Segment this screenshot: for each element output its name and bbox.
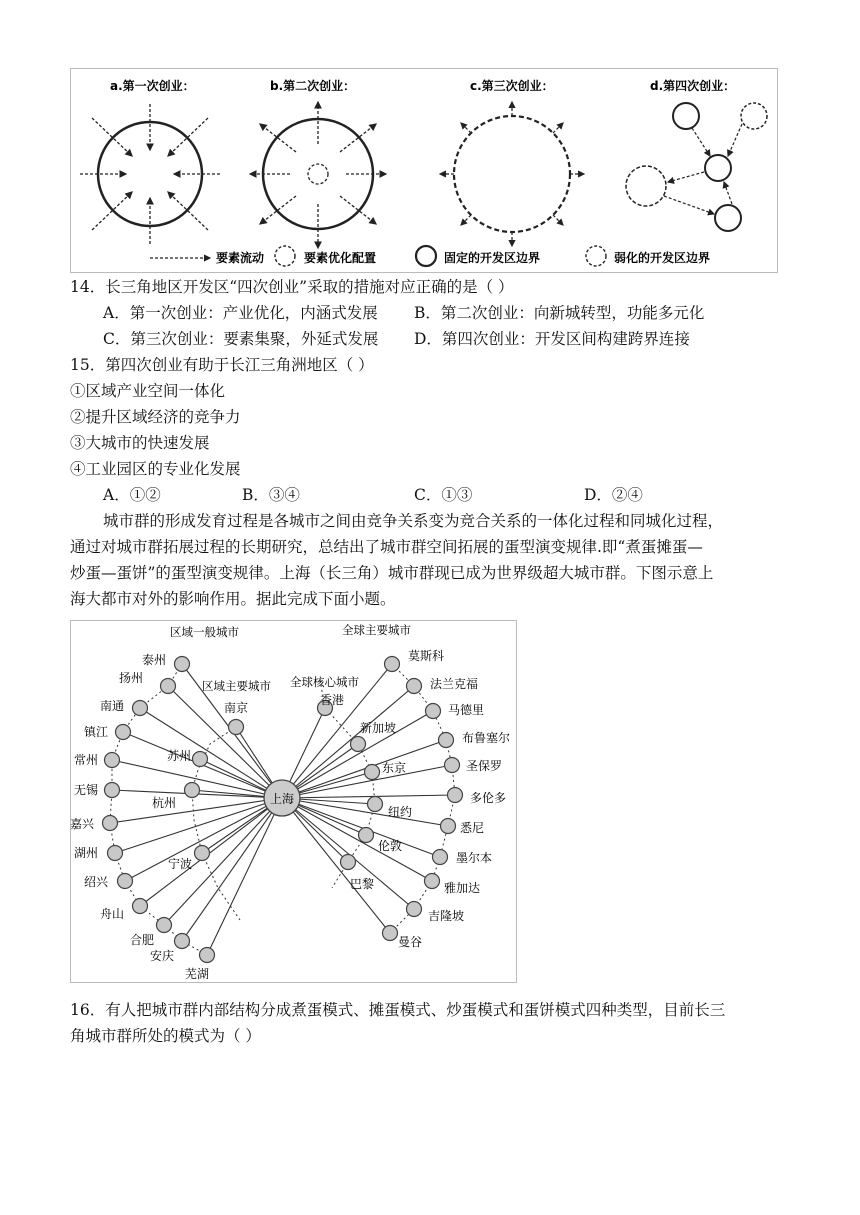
right-outer-city-0-label: 莫斯科 <box>408 649 445 663</box>
q14-option-d: D．第四次创业：开发区间构建跨界连接 <box>414 330 690 348</box>
left-inner-city-2-label: 杭州 <box>152 796 177 810</box>
right-outer-city-7-node <box>433 850 448 865</box>
right-inner-city-1-label: 新加坡 <box>360 721 397 735</box>
q16-line-1: 16．有人把城市群内部结构分成煮蛋模式、摊蛋模式、炒蛋模式和蛋饼模式四种类型，目前长三 <box>70 1001 726 1019</box>
right-outer-city-8-label: 雅加达 <box>444 881 481 895</box>
legend-optimize: 要素优化配置 <box>304 251 377 265</box>
left-outer-city-6-label: 嘉兴 <box>70 817 95 831</box>
left-outer-city-6-node <box>103 816 118 831</box>
right-inner-city-5-label: 巴黎 <box>350 877 375 891</box>
left-outer-city-10-node <box>157 918 172 933</box>
right-outer-city-6-node <box>441 819 456 834</box>
legend-weak-boundary: 弱化的开发区边界 <box>614 251 711 265</box>
left-outer-city-1-label: 扬州 <box>119 671 144 685</box>
left-outer-city-9-spoke <box>140 798 282 906</box>
q15-item-4: ④工业园区的专业化发展 <box>70 460 241 478</box>
stage-c-title: c.第三次创业： <box>470 79 554 93</box>
q15-option-a: A．①② <box>103 486 161 504</box>
ring-label-regional-general: 区域一般城市 <box>170 625 239 639</box>
right-inner-city-3-node <box>368 797 383 812</box>
left-outer-city-5-label: 无锡 <box>74 783 99 797</box>
right-outer-city-1-spoke <box>282 686 414 798</box>
q14-option-c: C．第三次创业：要素集聚，外延式发展 <box>103 330 379 348</box>
right-inner-city-1-node <box>351 737 366 752</box>
left-outer-city-10-label: 合肥 <box>130 933 155 947</box>
legend-flow: 要素流动 <box>216 251 265 265</box>
right-outer-city-10-node <box>383 926 398 941</box>
left-outer-city-3-label: 镇江 <box>84 725 109 739</box>
entrepreneurship-stages-diagram <box>70 68 780 274</box>
left-outer-city-2-node <box>133 701 148 716</box>
left-outer-city-2-label: 南通 <box>100 699 125 713</box>
right-outer-city-8-node <box>425 874 440 889</box>
right-inner-city-0-label: 香港 <box>320 693 345 707</box>
left-inner-city-1-node <box>193 752 208 767</box>
right-outer-city-2-spoke <box>282 711 433 798</box>
q15-item-2: ②提升区域经济的竞争力 <box>70 408 241 426</box>
left-inner-city-0-label: 南京 <box>224 701 249 715</box>
right-outer-city-4-label: 圣保罗 <box>466 759 503 773</box>
right-inner-city-3-label: 纽约 <box>388 805 413 819</box>
left-outer-city-4-node <box>105 753 120 768</box>
left-outer-city-7-label: 湖州 <box>74 846 99 860</box>
left-outer-city-9-node <box>133 899 148 914</box>
q14-stem: 14．长三角地区开发区“四次创业”采取的措施对应正确的是（ ） <box>70 278 514 296</box>
stage-b-graphic <box>250 102 386 248</box>
left-outer-city-0-node <box>175 657 190 672</box>
right-outer-city-1-node <box>407 679 422 694</box>
right-outer-city-0-node <box>385 657 400 672</box>
passage-line-2: 通过对城市群拓展过程的长期研究，总结出了城市群空间拓展的蛋型演变规律.即“煮蛋摊蛋— <box>70 538 703 556</box>
left-outer-city-9-label: 舟山 <box>100 907 125 921</box>
right-outer-city-1-label: 法兰克福 <box>430 677 479 691</box>
right-outer-city-2-label: 马德里 <box>448 703 485 717</box>
left-outer-city-8-label: 绍兴 <box>84 875 109 889</box>
ring-label-global-major: 全球主要城市 <box>342 623 411 637</box>
left-inner-city-3-label: 宁波 <box>168 857 193 871</box>
left-inner-city-3-node <box>195 846 210 861</box>
stage-b-title: b.第二次创业： <box>270 79 356 93</box>
legend-fixed-boundary: 固定的开发区边界 <box>444 251 541 265</box>
right-outer-city-5-spoke <box>282 795 455 798</box>
ring-label-global-core: 全球核心城市 <box>290 675 359 689</box>
passage-line-1: 城市群的形成发育过程是各城市之间由竞争关系变为竞合关系的一体化过程和同城化过程， <box>103 512 724 530</box>
left-outer-city-3-node <box>116 725 131 740</box>
left-outer-city-12-label: 芜湖 <box>185 967 210 981</box>
left-inner-city-0-node <box>229 720 244 735</box>
left-outer-city-11-node <box>175 934 190 949</box>
shanghai-influence-diagram <box>70 620 518 984</box>
passage-line-4: 海大都市对外的影响作用。据此完成下面小题。 <box>70 590 396 608</box>
right-outer-city-3-node <box>439 733 454 748</box>
left-outer-city-12-node <box>200 948 215 963</box>
left-outer-city-12-spoke <box>207 798 282 955</box>
q15-item-1: ①区域产业空间一体化 <box>70 382 226 400</box>
right-outer-city-3-label: 布鲁塞尔 <box>462 731 511 745</box>
right-outer-city-7-label: 墨尔本 <box>456 851 493 865</box>
stage-d-title: d.第四次创业： <box>650 79 736 93</box>
q16-line-2: 角城市群所处的模式为（ ） <box>70 1027 261 1045</box>
right-inner-city-4-node <box>359 828 374 843</box>
left-outer-city-11-spoke <box>182 798 282 941</box>
left-outer-city-5-node <box>105 783 120 798</box>
left-outer-city-4-label: 常州 <box>74 753 99 767</box>
stage-legend <box>150 246 710 266</box>
right-outer-city-9-label: 吉隆坡 <box>428 909 465 923</box>
left-outer-city-8-spoke <box>125 798 282 881</box>
ring-label-regional-major: 区域主要城市 <box>202 679 271 693</box>
stage-d-graphic <box>626 103 767 231</box>
stage-a-title: a.第一次创业： <box>110 79 195 93</box>
right-inner-city-5-node <box>341 855 356 870</box>
right-outer-city-2-node <box>426 704 441 719</box>
right-outer-city-4-node <box>445 758 460 773</box>
right-inner-city-2-node <box>365 765 380 780</box>
right-outer-city-5-label: 多伦多 <box>470 791 507 805</box>
left-outer-city-1-node <box>161 679 176 694</box>
left-inner-city-1-label: 苏州 <box>167 749 192 763</box>
q15-stem: 15．第四次创业有助于长江三角洲地区（ ） <box>70 356 374 374</box>
left-outer-city-2-spoke <box>140 708 282 798</box>
right-inner-city-4-label: 伦敦 <box>378 839 403 853</box>
left-outer-city-11-label: 安庆 <box>150 949 175 963</box>
left-outer-city-7-node <box>108 846 123 861</box>
q15-item-3: ③大城市的快速发展 <box>70 434 210 452</box>
left-inner-city-2-node <box>185 783 200 798</box>
right-inner-city-2-label: 东京 <box>382 761 407 775</box>
right-outer-city-9-node <box>407 902 422 917</box>
right-outer-city-5-node <box>448 788 463 803</box>
stage-a-graphic <box>80 104 220 244</box>
right-outer-city-6-label: 悉尼 <box>460 821 485 835</box>
q15-option-c: C．①③ <box>414 486 473 504</box>
passage-line-3: 炒蛋—蛋饼”的蛋型演变规律。上海（长三角）城市群现已成为世界级超大城市群。下图示意上 <box>70 564 714 582</box>
q15-option-d: D．②④ <box>584 486 643 504</box>
stage-c-graphic <box>440 102 584 246</box>
left-outer-city-6-spoke <box>110 798 282 823</box>
q14-option-b: B．第二次创业：向新城转型，功能多元化 <box>414 304 705 322</box>
center-shanghai-label: 上海 <box>269 792 295 806</box>
q14-option-a: A．第一次创业：产业优化，内涵式发展 <box>103 304 378 322</box>
left-outer-city-8-node <box>118 874 133 889</box>
left-outer-city-0-label: 泰州 <box>142 653 167 667</box>
right-outer-city-10-label: 曼谷 <box>398 935 423 949</box>
q15-option-b: B．③④ <box>242 486 300 504</box>
